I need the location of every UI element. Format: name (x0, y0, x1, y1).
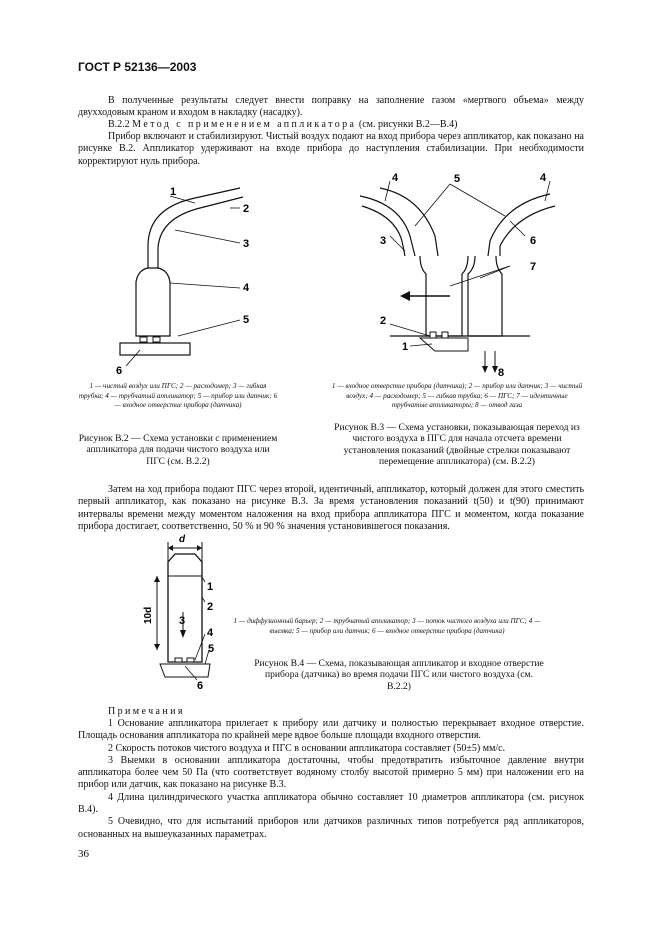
note-item: 1 Основание аппликатора прилегает к прибору или датчику и полностью перекрывает входное отверстие. Площадь основания аппликатора по крайней мере вдвое больше площади входного отверстия. (78, 718, 584, 742)
fig4-label-3: 3 (179, 615, 186, 627)
note-item: 3 Выемки в основании аппликатора достаточны, чтобы предотвратить избыточное давление внутри аппликатора более чем 50 Па (что соответствует водяному столбу высотой примерно 5 мм) при наложении его на прибор или датчик, как показано на рисунке В.3. (78, 754, 584, 791)
figure-b4-diagram (135, 532, 230, 692)
fig3-label-4b: 4 (540, 172, 547, 184)
fig4-label-10d: 10d (143, 606, 154, 624)
intro-paragraph-2: Прибор включают и стабилизируют. Чистый воздух подают на вход прибора через аппликатор, как показано на рисунке В.2. Аппликатор удерживают на входе прибора до наступления стабилизации. При необходимости корректируют нуль прибора. (78, 131, 584, 167)
fig3-legend: 1 — входное отверстие прибора (датчика); 2 — прибор или датчик; 3 — чистый воздух; 4 — расходомер; 5 — гибкая трубка; 6 — ПГС; 7 — идентичные трубчатые аппликаторы; 8 — отвод газа (331, 382, 583, 410)
fig2-label-4: 4 (243, 282, 250, 294)
fig4-label-2: 2 (207, 601, 214, 613)
figure-b2-diagram (100, 178, 270, 378)
fig2-label-1: 1 (170, 186, 177, 198)
fig2-label-3: 3 (243, 238, 250, 250)
fig3-caption: Рисунок В.3 — Схема установки, показывающая переход из чистого воздуха в ПГС для начала отсчета времени установления показаний (двойные стрелки показывают перемещение аппликатора) (см. В.2.2) (334, 422, 580, 468)
fig3-label-6: 6 (530, 235, 537, 247)
fig3-label-4a: 4 (392, 172, 399, 184)
figure-b3-diagram (350, 166, 580, 380)
note-item: 4 Длина цилиндрического участка аппликатора обычно составляет 10 диаметров аппликатора (см. рисунок В.4). (78, 791, 584, 816)
body-paragraph: Затем на ход прибора подают ПГС через второй, идентичный, аппликатор, который должен для этого сместить первый аппликатор, как показано на рисунке В.3. За время установления показаний t(50) и t(90) принимают интервалы времени между моментом наложения на вход прибора аппликатора ПГС и моментом, когда показание прибора достигает, соответственно, 50 % и 90 % значения установившегося показания. (78, 484, 584, 532)
note-item: 2 Скорость потоков чистого воздуха и ПГС в основании аппликатора составляет (50±5) мм/с. (108, 742, 506, 754)
fig4-label-1: 1 (207, 581, 214, 593)
fig3-label-8: 8 (498, 367, 505, 379)
fig4-legend: 1 — диффузионный барьер; 2 — трубчатый аппликатор; 3 — поток чистого воздуха или ПГС; 4 — выемка; 5 — прибор или датчик; 6 — входное отверстие прибора (датчика) (233, 617, 541, 635)
fig2-label-5: 5 (243, 314, 250, 326)
fig3-label-3: 3 (380, 235, 387, 247)
fig3-label-7: 7 (530, 261, 537, 273)
fig4-label-4: 4 (207, 627, 214, 639)
intro-paragraph-1: В полученные результаты следует внести поправку на заполнение газом «мертвого объема» между двухходовым краном и входом в накладку (насадку). (78, 95, 584, 119)
section-reference: (см. рисунки В.2—В.4) (358, 119, 458, 130)
section-title: Метод с применением аппликатора (132, 119, 357, 130)
fig2-label-6: 6 (116, 365, 123, 377)
fig4-label-d: d (179, 534, 186, 545)
fig4-caption: Рисунок В.4 — Схема, показывающая аппликатор и входное отверстие прибора (датчика) во время подачи ПГС или чистого воздуха (см. В.2.2) (254, 658, 544, 692)
page-header: ГОСТ Р 52136—2003 (78, 60, 197, 74)
fig4-label-5: 5 (208, 643, 215, 655)
fig3-label-2: 2 (380, 315, 387, 327)
fig3-label-5: 5 (454, 173, 461, 185)
fig2-legend: 1 — чистый воздух или ПГС; 2 — расходомер; 3 — гибкая трубка; 4 — трубчатый аппликатор; 5 — прибор или датчик; 6 — входное отверстие прибора (датчика) (78, 382, 278, 410)
fig2-caption: Рисунок В.2 — Схема установки с применением аппликатора для подачи чистого воздуха или ПГС (см. В.2.2) (78, 433, 278, 467)
section-heading (108, 119, 584, 131)
section-number: В.2.2 (108, 119, 130, 130)
note-item: 5 Очевидно, что для испытаний приборов или датчиков различных типов потребуется ряд аппликаторов, основанных на вышеуказанных параметрах. (78, 816, 584, 840)
notes-heading: Примечания (108, 706, 185, 717)
fig4-label-6: 6 (197, 680, 204, 692)
fig2-label-2: 2 (243, 203, 250, 215)
page-number: 36 (78, 848, 89, 860)
fig3-label-1: 1 (402, 341, 409, 353)
notes-list (78, 718, 584, 841)
